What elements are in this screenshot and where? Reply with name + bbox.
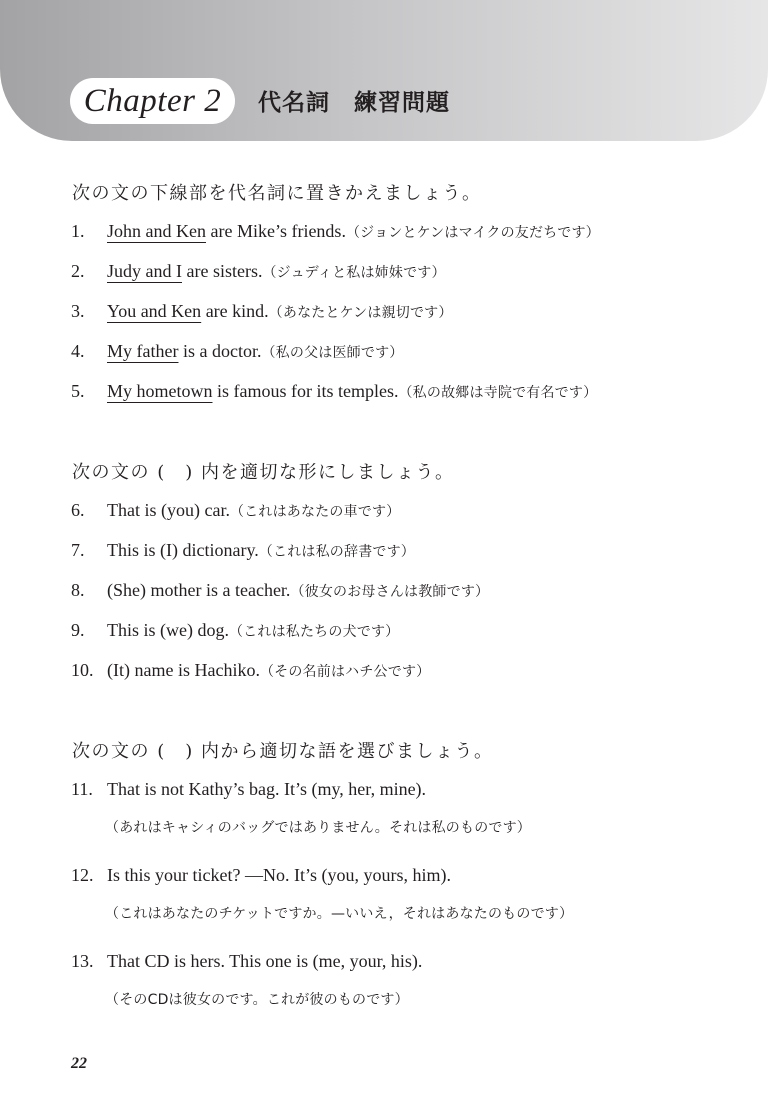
sentence: This is (we) dog. — [107, 620, 229, 640]
question-row — [71, 381, 751, 407]
question-row — [71, 580, 751, 606]
question-number: 4. — [71, 341, 85, 361]
section2-instruction: 次の文の ( ) 内を適切な形にしましょう。 — [72, 462, 455, 483]
question-number: 11. — [71, 779, 93, 799]
question-number: 12. — [71, 865, 94, 885]
question-row — [71, 500, 751, 526]
question-row — [71, 779, 751, 805]
japanese-translation: （あなたとケンは親切です） — [268, 305, 453, 321]
question-row — [71, 261, 751, 287]
question-row — [71, 951, 751, 977]
question-number: 10. — [71, 660, 94, 680]
chapter-label-pill — [70, 78, 235, 124]
sentence: Is this your ticket? —No. It’s (you, yours, him). — [107, 865, 451, 885]
japanese-translation: （彼女のお母さんは教師です） — [290, 584, 490, 600]
sentence: That CD is hers. This one is (me, your, his). — [107, 951, 423, 971]
sentence: (She) mother is a teacher. — [107, 580, 291, 600]
underlined-phrase: My hometown — [107, 381, 213, 401]
japanese-translation: （これはあなたのチケットですか。—いいえ，それはあなたのものです） — [105, 906, 574, 922]
question-row — [71, 540, 751, 566]
question-text — [107, 221, 600, 242]
question-number: 8. — [71, 580, 85, 600]
question-text — [107, 660, 430, 681]
sentence: This is (I) dictionary. — [107, 540, 259, 560]
question-text — [107, 341, 403, 362]
japanese-translation: （これは私の辞書です） — [258, 544, 415, 560]
question-row — [71, 620, 751, 646]
sentence-rest: is famous for its temples. — [212, 381, 399, 401]
section3-instruction: 次の文の ( ) 内から適切な語を選びましょう。 — [72, 741, 494, 762]
chapter-title: 代名詞 練習問題 — [258, 90, 450, 116]
question-number: 2. — [71, 261, 85, 281]
question-text — [107, 381, 597, 402]
section1-instruction: 次の文の下線部を代名詞に置きかえましょう。 — [72, 183, 482, 204]
question-text — [107, 620, 399, 641]
sentence: That is not Kathy’s bag. It’s (my, her, mine). — [107, 779, 427, 799]
japanese-translation: （これはあなたの車です） — [229, 504, 401, 520]
question-number: 13. — [71, 951, 94, 971]
japanese-translation: （ジョンとケンはマイクの友だちです） — [345, 225, 600, 241]
question-row — [71, 301, 751, 327]
question-number: 7. — [71, 540, 85, 560]
underlined-phrase: John and Ken — [107, 221, 206, 241]
sentence-rest: are Mike’s friends. — [205, 221, 346, 241]
question-text — [107, 261, 446, 282]
chapter-label: Chapter 2 — [83, 82, 222, 119]
question-text — [107, 301, 453, 322]
question-number: 9. — [71, 620, 85, 640]
underlined-phrase: Judy and I — [107, 261, 182, 281]
question-number: 3. — [71, 301, 85, 321]
page-number: 22 — [71, 1055, 87, 1072]
sentence-rest: are kind. — [201, 301, 269, 321]
sentence-rest: is a doctor. — [178, 341, 262, 361]
japanese-translation: （これは私たちの犬です） — [228, 624, 400, 640]
question-text — [107, 580, 489, 601]
sentence: That is (you) car. — [107, 500, 230, 520]
question-row — [71, 221, 751, 247]
question-text — [107, 500, 400, 521]
japanese-translation: （ジュディと私は姉妹です） — [262, 265, 446, 281]
underlined-phrase: You and Ken — [107, 301, 202, 321]
question-row — [71, 341, 751, 367]
japanese-translation: （その名前はハチ公です） — [259, 664, 431, 680]
sentence-rest: are sisters. — [182, 261, 263, 281]
question-number: 5. — [71, 381, 85, 401]
japanese-translation: （私の故郷は寺院で有名です） — [398, 385, 598, 401]
sentence: (It) name is Hachiko. — [107, 660, 260, 680]
question-text — [107, 540, 415, 561]
japanese-translation: （そのCDは彼女のです。これが彼のものです） — [105, 992, 409, 1008]
underlined-phrase: My father — [107, 341, 179, 361]
question-number: 6. — [71, 500, 85, 520]
japanese-translation: （私の父は医師です） — [261, 345, 404, 361]
question-row — [71, 865, 751, 891]
question-row — [71, 660, 751, 686]
question-number: 1. — [71, 221, 85, 241]
japanese-translation: （あれはキャシィのバッグではありません。それは私のものです） — [105, 820, 531, 836]
